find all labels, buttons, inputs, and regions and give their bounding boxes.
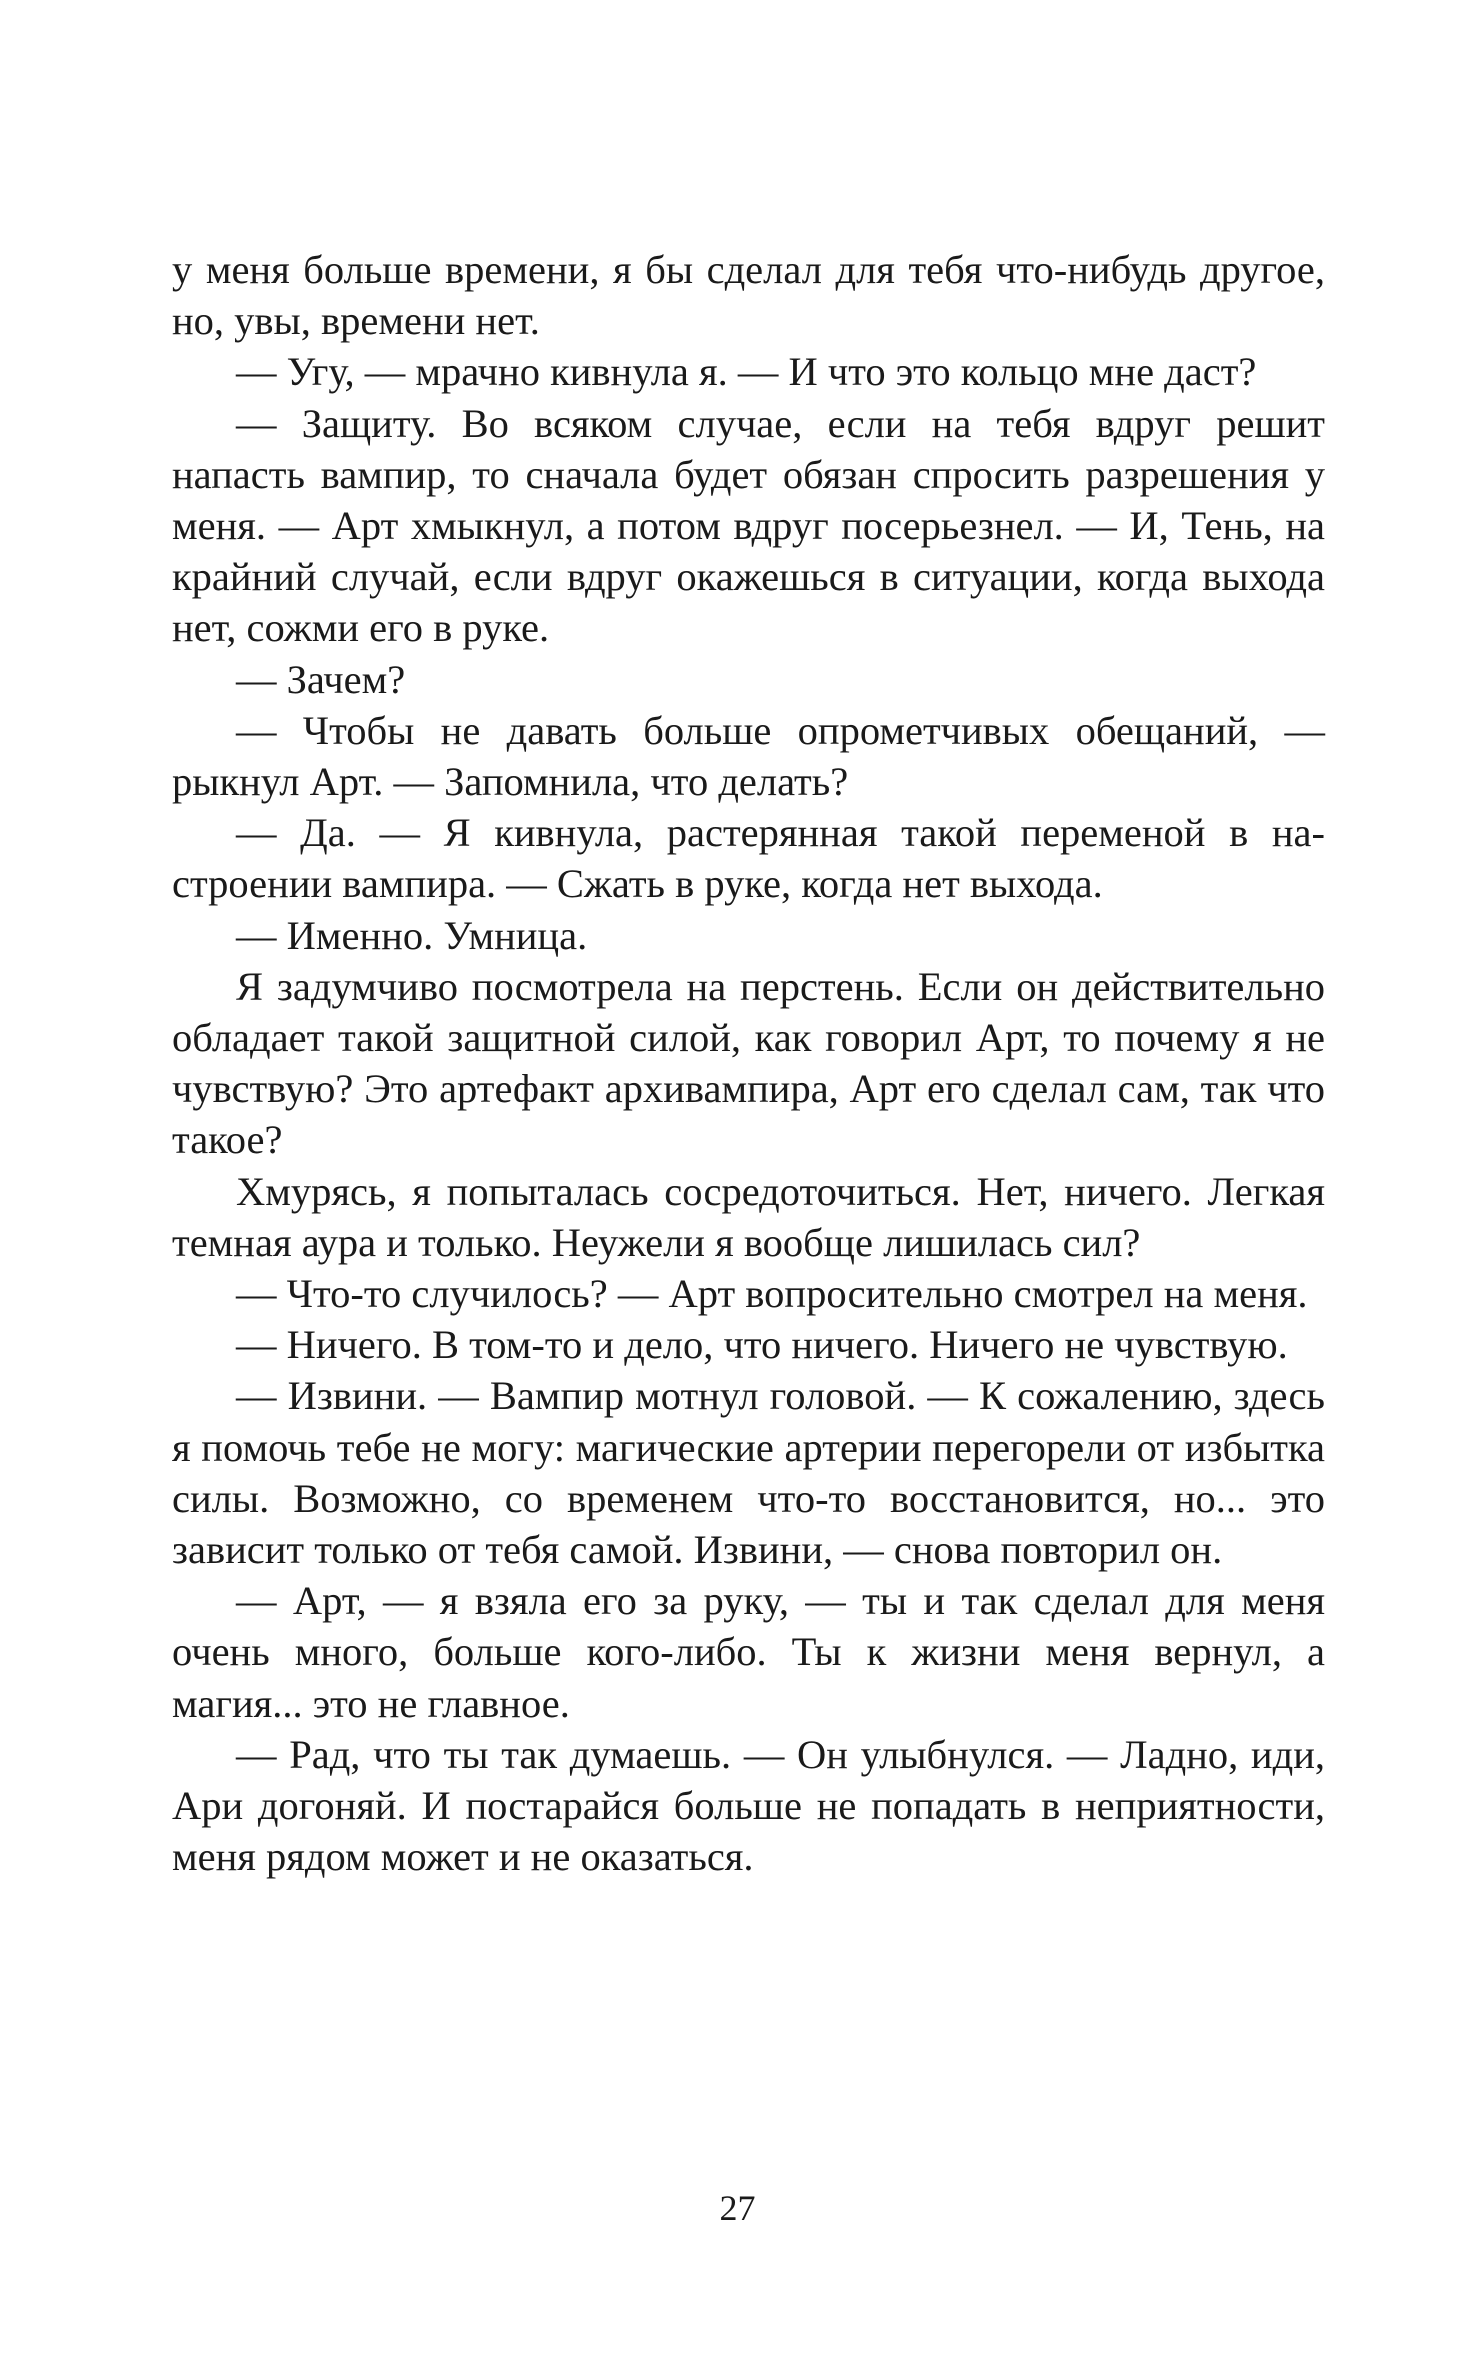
paragraph: — Зачем? — [236, 656, 406, 702]
paragraph: — Что-то случилось? — Арт вопросительно смотрел на меня. — [236, 1271, 1308, 1317]
paragraph: — Именно. Умница. — [236, 912, 588, 958]
paragraph: — Защиту. Во всяком случае, если на тебя вдруг решит напасть вампир, то сначала будет обязан спросить разрешения у меня. — Арт хмыкнул, а потом вдруг посерьезнел. — И, Тень, на крайний случай, если вдруг окажешься в ситуации, когда выхода нет, сожми его в руке. — [172, 400, 1325, 651]
paragraph: — Да. — Я кивнула, растерянная такой переменой в настроении вампира. — Сжать в руке, когда нет выхода. — [172, 810, 1325, 907]
paragraph: — Угу, — мрачно кивнула я. — И что это кольцо мне даст? — [236, 349, 1257, 395]
paragraph: — Чтобы не давать больше опрометчивых обещаний, — рыкнул Арт. — Запомнила, что делать? — [172, 707, 1325, 805]
page-number: 27 — [719, 2188, 756, 2228]
body-text — [172, 244, 1325, 1883]
paragraph: Хмурясь, я попыталась сосредоточиться. Нет, ничего. Легкая темная аура и только. Неужели я вообще лишилась сил? — [172, 1168, 1325, 1265]
paragraph: — Извини. — Вампир мотнул головой. — К сожалению, здесь я помочь тебе не могу: магические артерии перегорели от избытка силы. Возможно, со временем что-то восстановится, но... это зависит только от тебя самой. Извини, — снова повторил он. — [172, 1373, 1325, 1573]
paragraph: Я задумчиво посмотрела на перстень. Если он действительно обладает такой защитной силой, как говорил Арт, то почему я не чувствую? Это артефакт архивампира, Арт его сделал сам, так что такое? — [172, 963, 1325, 1163]
paragraph: — Рад, что ты так думаешь. — Он улыбнулся. — Ладно, иди, Ари догоняй. И постарайся больше не попадать в неприятности, меня рядом может и не оказаться. — [172, 1731, 1325, 1880]
paragraph: — Арт, — я взяла его за руку, — ты и так сделал для меня очень много, больше кого-либо. Ты к жизни меня вернул, а магия... это не главное. — [172, 1578, 1325, 1726]
paragraph: у меня больше времени, я бы сделал для тебя что-нибудь другое, но, увы, времени нет. — [172, 247, 1325, 344]
paragraph: — Ничего. В том-то и дело, что ничего. Ничего не чувствую. — [236, 1322, 1288, 1368]
